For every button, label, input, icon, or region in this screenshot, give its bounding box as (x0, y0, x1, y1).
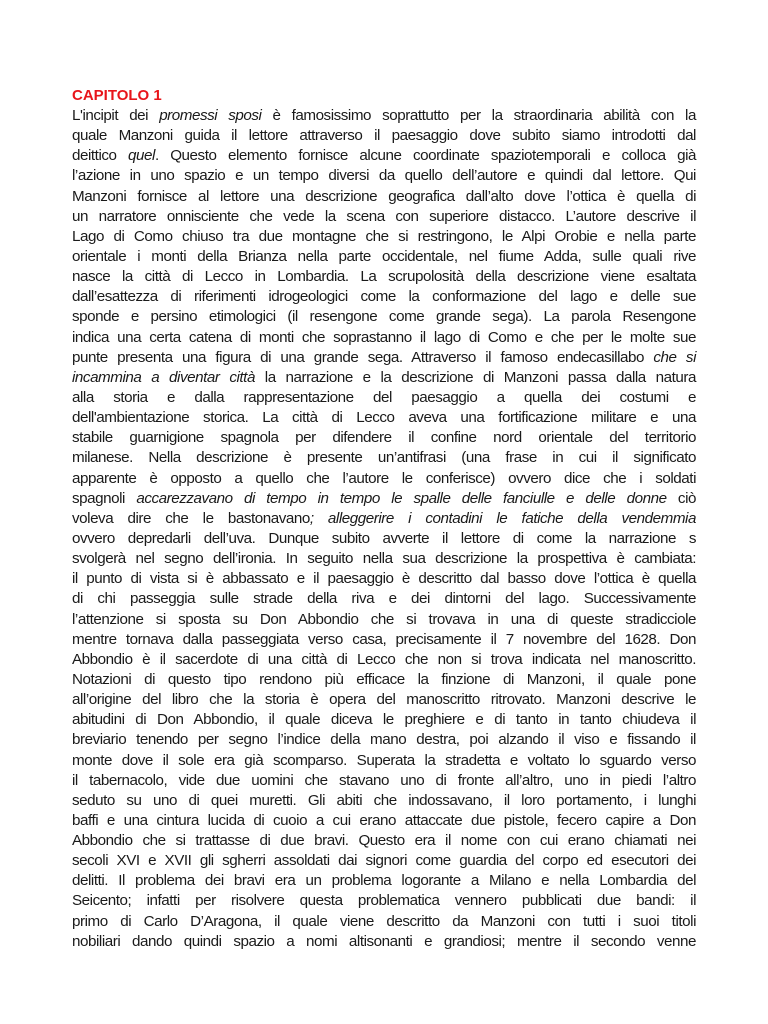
text-line (72, 388, 696, 408)
text-segment: Lago di Como chiuso tra due montagne che si restringono, le Alpi Orobie e nella parte (72, 227, 696, 245)
text-line (72, 287, 696, 307)
text-line (72, 448, 696, 468)
body-text (72, 106, 696, 952)
text-segment: la narrazione e la descrizione di Manzoni passa dalla natura (254, 368, 696, 386)
text-line (72, 529, 696, 549)
text-segment: ciò (666, 489, 696, 507)
text-line (72, 368, 696, 388)
text-line (72, 509, 696, 529)
italic-text: incammina a diventar città (72, 368, 255, 386)
text-segment: apparente è opposto a quello che l’autore le conferisce) ovvero dice che i soldati (72, 469, 696, 487)
text-line (72, 146, 696, 166)
text-segment: mentre tornava dalla passeggiata verso casa, precisamente il 7 novembre del 1628. Don (72, 630, 696, 648)
text-segment: è famosissimo soprattutto per la straordinaria abilità con la (261, 107, 696, 124)
italic-text: promessi sposi (159, 107, 262, 124)
text-segment: svolgerà nel segno dell’ironia. In seguito nella sua descrizione la prospettiva è cambiata: (72, 550, 696, 568)
text-segment: delitti. Il problema dei bravi era un problema logorante a Milano e nella Lombardia del (72, 872, 696, 890)
italic-text: che si (653, 348, 696, 366)
text-segment: il tabernacolo, vide due uomini che stavano uno di fronte all’altro, uno in piedi l’altro (72, 771, 696, 789)
text-segment: il punto di vista si è abbassato e il paesaggio è descritto dal basso dove l’ottica è quella (72, 570, 696, 588)
text-line (72, 589, 696, 609)
text-segment: . Questo elemento fornisce alcune coordinate spaziotemporali e colloca già (154, 147, 696, 165)
text-segment: dell'ambientazione storica. La città di Lecco aveva una fortificazione militare e una (72, 409, 696, 427)
text-line (72, 751, 696, 771)
italic-text: ; alleggerire i contadini le fatiche della vendemmia (309, 509, 696, 527)
text-segment: l’azione in uno spazio e un tempo diversi da quello dell’autore e quindi dal lettore. Qui (72, 167, 696, 185)
text-segment: Abbondio è il sacerdote di una città di Lecco che non si trova indicata nel manoscritto. (72, 650, 696, 668)
text-line (72, 187, 696, 207)
text-segment: secoli XVI e XVII gli sgherri assoldati dai signori come guardia del corpo ed esecutori dei (72, 852, 696, 870)
text-segment: stabile guarnigione spagnola per difendere il confine nord orientale del territorio (72, 429, 696, 447)
text-segment: punte presenta una figura di una grande sega. Attraverso il famoso endecasillabo (72, 348, 654, 366)
text-line (72, 630, 696, 650)
text-line (72, 650, 696, 670)
text-line (72, 791, 696, 811)
text-segment: L'incipit dei (72, 107, 160, 124)
text-segment: nasce la città di Lecco in Lombardia. La scrupolosità della descrizione viene esaltata (72, 268, 696, 286)
text-segment: primo di Carlo D’Aragona, il quale viene descritto da Manzoni con tutti i suoi titoli (72, 912, 696, 930)
text-line (72, 730, 696, 750)
text-segment: nobiliari dando quindi spazio a nomi altisonanti e grandiosi; mentre il secondo venne (72, 932, 696, 950)
text-segment: voleva dire che le bastonavano (72, 509, 310, 527)
text-line (72, 932, 696, 952)
text-line (72, 207, 696, 227)
text-segment: Notazioni di questo tipo rendono più efficace la finzione di Manzoni, il quale pone (72, 670, 696, 688)
text-line (72, 469, 696, 489)
text-segment: orientale i monti della Brianza nella parte occidentale, nel fiume Adda, sulle quali rive (72, 247, 696, 265)
text-line (72, 489, 696, 509)
text-line (72, 831, 696, 851)
document-page (72, 86, 696, 952)
text-segment: quale Manzoni guida il lettore attraverso il paesaggio dove subito siamo introdotti dal (72, 127, 696, 145)
text-segment: seduto su uno di quei muretti. Gli abiti che indossavano, il loro portamento, i lunghi (72, 791, 696, 809)
text-line (72, 710, 696, 730)
text-segment: Manzoni fornisce al lettore una descrizione geografica dall’alto dove l’ottica è quella di (72, 187, 696, 205)
text-segment: di chi passeggia sulle strade della riva e dei dintorni del lago. Successivamente (72, 590, 696, 608)
text-segment: milanese. Nella descrizione è presente un’antifrasi (una frase in cui il significato (72, 449, 696, 467)
text-line (72, 247, 696, 267)
italic-text: accarezzavano di tempo in tempo le spalle delle fanciulle e delle donne (136, 489, 667, 507)
text-segment: all’origine del libro che la storia è opera del manoscritto ritrovato. Manzoni descrive le (72, 691, 696, 709)
text-line (72, 891, 696, 911)
text-line (72, 106, 696, 126)
italic-text: quel (128, 147, 155, 165)
text-line (72, 871, 696, 891)
text-segment: monte dove il sole era già scomparso. Superata la stradetta e voltato lo sguardo verso (72, 751, 696, 769)
text-segment: un narratore onnisciente che vede la scena con superiore distacco. L’autore descrive il (72, 207, 696, 225)
text-line (72, 549, 696, 569)
text-line (72, 851, 696, 871)
text-line (72, 166, 696, 186)
text-segment: Seicento; infatti per risolvere questa problematica vennero pubblicati due bandi: il (72, 892, 696, 910)
text-segment: abitudini di Don Abbondio, il quale diceva le preghiere e di tanto in tanto chiudeva il (72, 711, 696, 729)
chapter-heading: CAPITOLO 1 (72, 87, 162, 104)
text-line (72, 267, 696, 287)
text-line (72, 307, 696, 327)
text-line (72, 690, 696, 710)
text-segment: sponde e persino etimologici (il resengone come grande sega). La parola Resengone (72, 308, 696, 326)
text-line (72, 428, 696, 448)
text-line (72, 569, 696, 589)
text-segment: ovvero depredarli dell’uva. Dunque subito avverte il lettore di come la narrazione s (72, 529, 696, 547)
text-segment: deittico (72, 147, 129, 165)
text-line (72, 811, 696, 831)
text-line (72, 227, 696, 247)
text-segment: l’attenzione si sposta su Don Abbondio che si trovava in una di queste stradicciole (72, 610, 696, 628)
text-segment: alla storia e dalla rappresentazione del paesaggio a quella dei costumi e (72, 388, 696, 406)
text-line (72, 610, 696, 630)
text-segment: baffi e una cintura lucida di cuoio a cui erano attaccate due pistole, fecero capire a Don (72, 811, 696, 829)
text-line (72, 408, 696, 428)
text-line (72, 328, 696, 348)
text-segment: spagnoli (72, 489, 137, 507)
text-segment: Abbondio che si trattasse di due bravi. Questo era il nome con cui erano chiamati nei (72, 832, 696, 850)
text-segment: breviario tenendo per segno l’indice della mano destra, poi alzando il viso e fissando il (72, 731, 696, 749)
text-line (72, 912, 696, 932)
text-segment: indica una certa catena di monti che soprastanno il lago di Como e che per le molte sue (72, 328, 696, 346)
text-line (72, 670, 696, 690)
text-line (72, 348, 696, 368)
text-line (72, 126, 696, 146)
text-segment: dall’esattezza di riferimenti idrogeologici come la conformazione del lago e delle sue (72, 288, 696, 306)
text-line (72, 771, 696, 791)
